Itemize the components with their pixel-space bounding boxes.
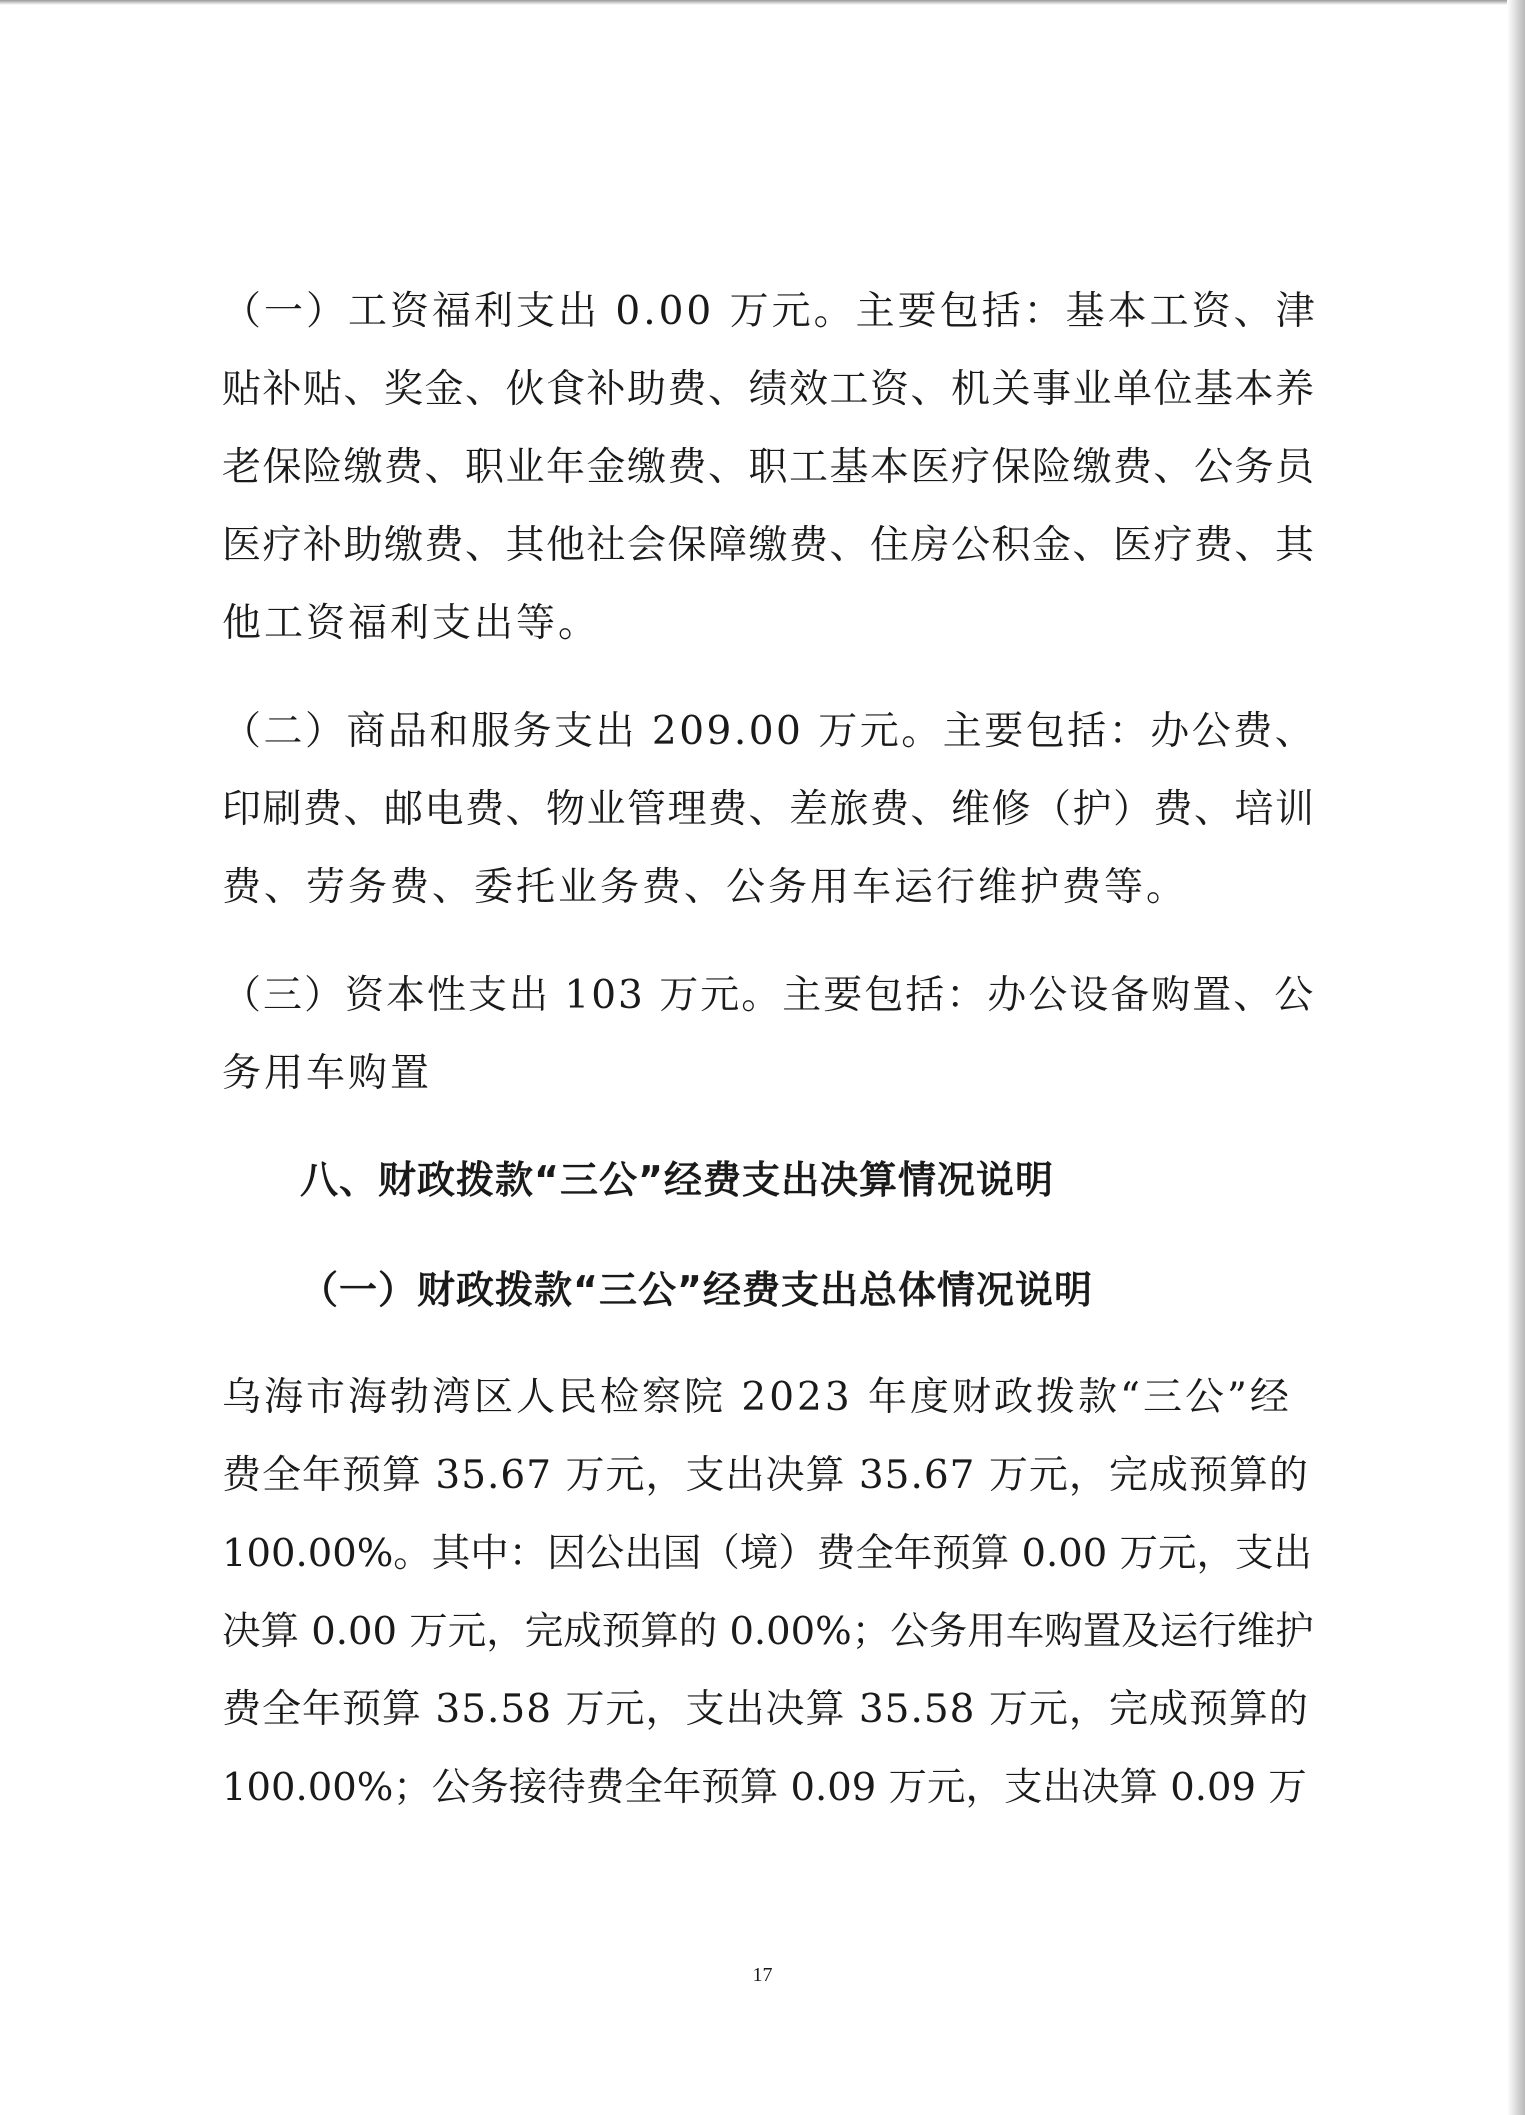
paragraph-line: 贴补贴、奖金、伙食补助费、绩效工资、机关事业单位基本养 bbox=[222, 367, 1316, 412]
scan-edge-right bbox=[1507, 0, 1525, 2115]
paragraph-line: （一）工资福利支出 0.00 万元。主要包括：基本工资、津 bbox=[222, 289, 1318, 334]
paragraph-line: （三）资本性支出 103 万元。主要包括：办公设备购置、公 bbox=[222, 973, 1316, 1018]
paragraph-line: 决算 0.00 万元，完成预算的 0.00%；公务用车购置及运行维护 bbox=[222, 1609, 1314, 1654]
paragraph-line: 100.00%；公务接待费全年预算 0.09 万元，支出决算 0.09 万 bbox=[222, 1765, 1307, 1810]
page-number: 17 bbox=[752, 1964, 773, 1986]
paragraph-line: 乌海市海勃湾区人民检察院 2023 年度财政拨款“三公”经 bbox=[222, 1375, 1292, 1420]
paragraph-line: 他工资福利支出等。 bbox=[222, 601, 601, 646]
heading-section-8: 八、财政拨款“三公”经费支出决算情况说明 bbox=[300, 1158, 1054, 1202]
paragraph-line: （二）商品和服务支出 209.00 万元。主要包括：办公费、 bbox=[222, 709, 1317, 754]
paragraph-line: 老保险缴费、职业年金缴费、职工基本医疗保险缴费、公务员 bbox=[222, 445, 1316, 490]
paragraph-line: 费全年预算 35.58 万元，支出决算 35.58 万元，完成预算的 bbox=[222, 1687, 1309, 1732]
paragraph-line: 印刷费、邮电费、物业管理费、差旅费、维修（护）费、培训 bbox=[222, 787, 1316, 832]
paragraph-line: 100.00%。其中：因公出国（境）费全年预算 0.00 万元，支出 bbox=[222, 1531, 1312, 1576]
heading-section-8-1: （一）财政拨款“三公”经费支出总体情况说明 bbox=[300, 1268, 1093, 1312]
paragraph-line: 医疗补助缴费、其他社会保障缴费、住房公积金、医疗费、其 bbox=[222, 523, 1316, 568]
paragraph-line: 务用车购置 bbox=[222, 1051, 433, 1096]
scan-edge-top bbox=[0, 0, 1525, 5]
paragraph-line: 费、劳务费、委托业务费、公务用车运行维护费等。 bbox=[222, 865, 1189, 910]
paragraph-line: 费全年预算 35.67 万元，支出决算 35.67 万元，完成预算的 bbox=[222, 1453, 1309, 1498]
